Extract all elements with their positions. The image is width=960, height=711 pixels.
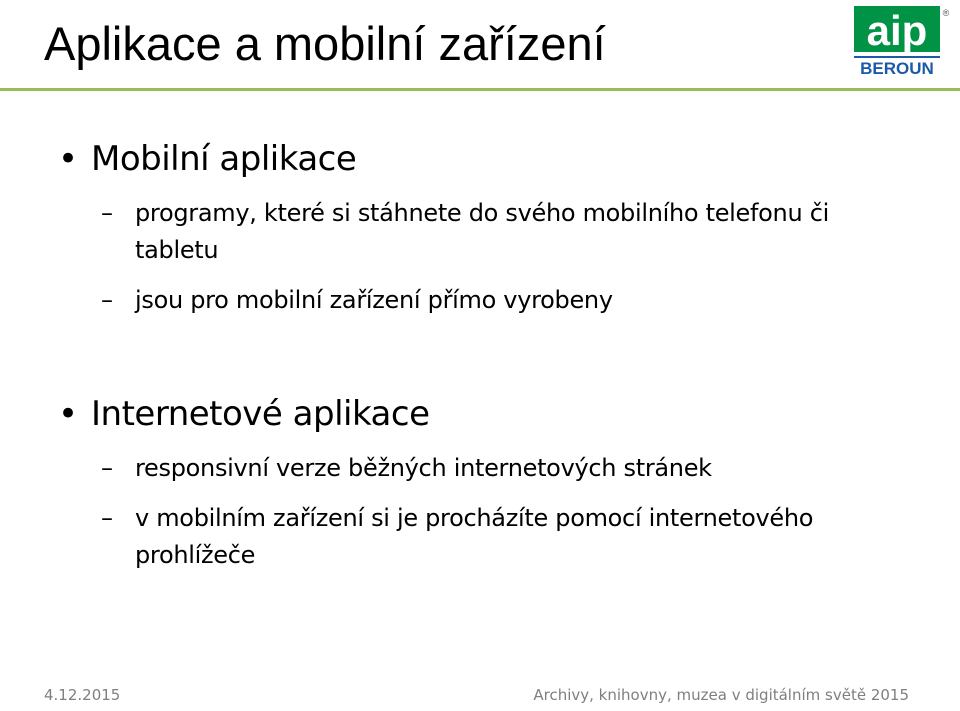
bullet-heading: Internetové aplikace [91, 394, 430, 434]
sub-item-line: prohlížeče [135, 541, 256, 569]
footer-date: 4.12.2015 [44, 686, 121, 704]
aip-beroun-logo-icon [852, 4, 952, 82]
dash-icon: – [101, 454, 113, 482]
sub-item-line: tabletu [135, 236, 219, 264]
bullet-icon: • [58, 139, 78, 179]
logo-text-top: aip [866, 7, 928, 54]
footer-event: Archivy, knihovny, muzea v digitálním světě 2015 [533, 686, 909, 704]
sub-item-line: programy, které si stáhnete do svého mobilního telefonu či [135, 199, 829, 227]
title-divider [0, 88, 960, 91]
bullet-icon: • [58, 394, 78, 434]
dash-icon: – [101, 504, 113, 532]
sub-item-line: v mobilním zařízení si je procházíte pomocí internetového [135, 504, 814, 532]
sub-item-text [135, 195, 925, 269]
logo-registered-mark: ® [942, 8, 950, 18]
sub-item-text: responsivní verze běžných internetových stránek [135, 454, 712, 482]
bullet-heading: Mobilní aplikace [91, 139, 357, 179]
dash-icon: – [101, 199, 113, 227]
sub-item-text: jsou pro mobilní zařízení přímo vyrobeny [135, 286, 613, 314]
dash-icon: – [101, 286, 113, 314]
slide-title: Aplikace a mobilní zařízení [44, 17, 606, 70]
sub-item-text [135, 500, 925, 574]
logo-text-bottom: BEROUN [860, 59, 934, 78]
